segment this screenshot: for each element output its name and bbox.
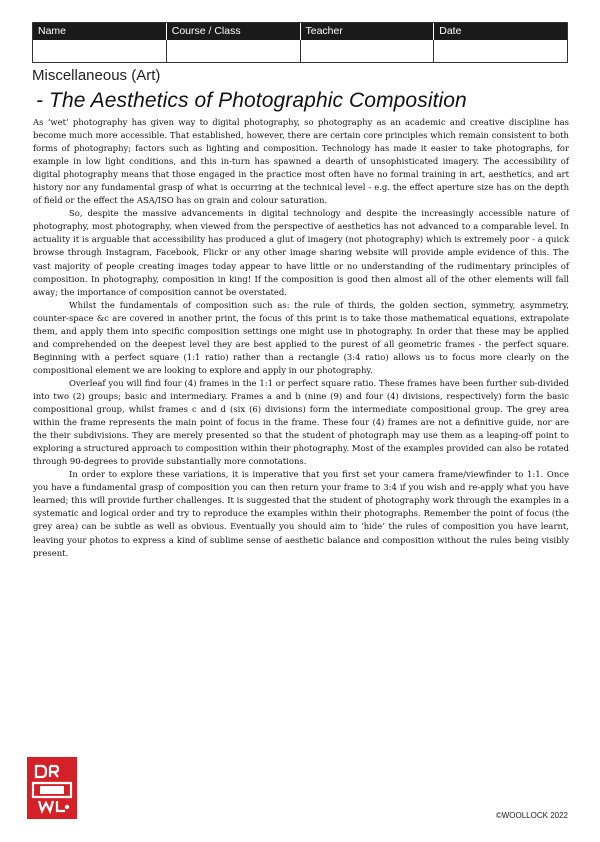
paragraph: So, despite the massive advancements in digital technology and despite the increasingly accessible nature of photography, most photography, when viewed from the perspective of aesthetics has not advanced to a comparable level. In actuality it is arguable that accessibility has produced a glut of imagery (not photography) which is extremely poor - a quick browse through Instagram, Facebook, Flickr or any other image sharing website will provide ample evidence of this. The vast majority of people creating images today appear to have little or no understanding of the rudimentary principles of composition. In photography, composition in king! If the composition is good then almost all of the other elements will fall away; the importance of composition cannot be overstated. xyxy=(33,208,569,297)
paragraph: Overleaf you will find four (4) frames in the 1:1 or perfect square ratio. These frames have been further sub-divided into two (2) groups; basic and intermediary. Frames a and b (nine (9) and four (4) divisions, respectively) form the basic compositional group, whilst frames c and d (six (6) divisions) form the intermediate compositional group. The grey area within the frame represents the main point of focus in the frame. These four (4) frames are not a definitive guide, nor are the their subdivisions. They are merely presented so that the student of photograph may use them as a leaping-off point to exploring a structured approach to composition within their photography. Most of the examples provided can also be rotated through 90-degrees to provide substantially more connotations. xyxy=(33,377,569,467)
paragraph: As ‘wet’ photography has given way to digital photography, so photography as an academic and creative discipline has become much more accessible. That established, however, there are certain core principles which remain consistent to both forms of photography; factors such as lighting and composition. Technology has made it easier to take photographs, for example in low light conditions, and this in-turn has spawned a dearth of unsophisticated imagery. The accessibility of digital photography means that those engaged in the practice most often have no formal training in art, aesthetics, and art history nor any fundamental grasp of what is occurring at the technical level - e.g. the effect aperture size has on the depth of field or the effect the ASA/ISO has on grain and colour saturation. xyxy=(33,117,569,206)
body-text xyxy=(33,116,569,560)
date-field[interactable] xyxy=(434,40,567,62)
teacher-label: Teacher xyxy=(301,23,435,40)
dr-w-logo-icon xyxy=(27,757,77,819)
info-header-table xyxy=(32,22,568,63)
date-label: Date xyxy=(439,25,462,37)
copyright-text: ©WOOLLOCK 2022 xyxy=(495,811,568,820)
paragraph: In order to explore these variations, it is imperative that you first set your camera frame/viewfinder to 1:1. Once you have a fundamental grasp of composition you can then return your frame to 3:4 if you wish and re-apply what you have learned; this will provide further challenges. It is suggested that the student of photography work through the examples in a systematic and logical order and try to reproduce the examples within their photographs. Remember the point of focus (the grey area) can be subtle as well as obvious. Eventually you should aim to ‘hide’ the rules of composition you have learnt, leaving your photos to express a kind of sublime sense of aesthetic balance and composition without the rules being visibly present. xyxy=(33,469,569,558)
name-field[interactable] xyxy=(33,40,167,62)
page-title: - The Aesthetics of Photographic Composition xyxy=(36,89,467,112)
course-class-label: Course / Class xyxy=(167,23,301,40)
category-heading: Miscellaneous (Art) xyxy=(32,67,161,84)
name-label: Name xyxy=(33,23,167,40)
paragraph: Whilst the fundamentals of composition such as: the rule of thirds, the golden section, symmetry, asymmetry, counter-space &c are covered in another print, the focus of this print is to take those mathematical equations, extrapolate them, and apply them into specific composition settings one might use in photography. In order that these may be applied and comprehended on the deepest level they are best applied to the purest of all geometric frames - the perfect square. Beginning with a perfect square (1:1 ratio) rather than a rectangle (3:4 ratio) allows us to focus more clearly on the compositional element we are looking to explore and apply in our photography. xyxy=(33,299,569,375)
course-class-field[interactable] xyxy=(167,40,301,62)
header-labels-row xyxy=(33,23,567,40)
teacher-field[interactable] xyxy=(301,40,435,62)
header-fields-row xyxy=(33,40,567,62)
